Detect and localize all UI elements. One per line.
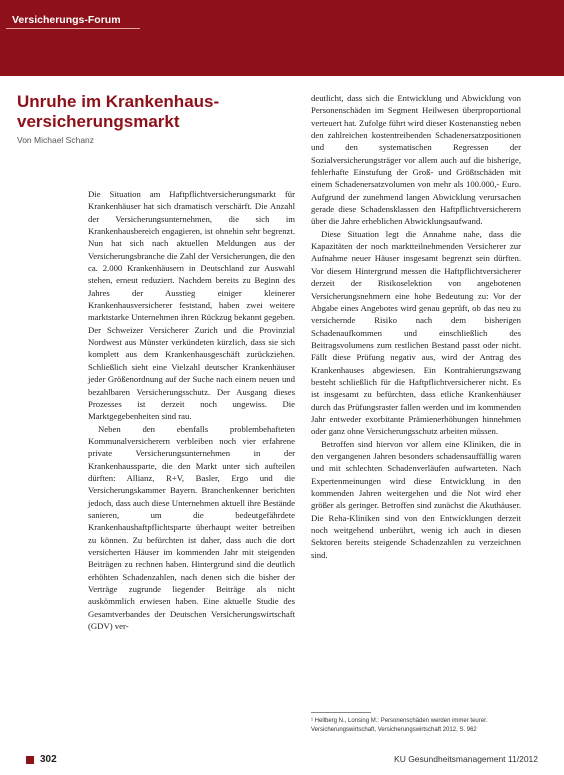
journal-info: KU Gesundheitsmanagement 11/2012	[394, 754, 538, 764]
body-paragraph: Die Situation am Haftpflichtversicherungsmarkt für Krankenhäuser hat sich dramatisch verschärft. Die Anzahl der Versicherungsunternehmen, die sich im Krankenhausbereich engagieren, ist ohnehin sehr begrenzt. Nun hat sich nach aktuellen Meldungen aus der Versicherungsbranche die Zahl der Versicherungen, die den ca. 2.000 Krankenhäusern in Deutschland zur Auswahl stehen, erneut reduziert. Nachdem bereits zu Beginn des Jahres der Ausstieg einiger kleinerer Krankenhausversicherer feststand, haben zwei weitere marktstarke Unternehmen ihren Rückzug bekannt gegeben. Der Schweizer Versicherer Zurich und die Provinzial Nordwest aus Münster verkündeten kürzlich, dass sie sich komplett aus dem Krankenhausgeschäft zurückziehen. Schließlich sieht eine Vielzahl deutscher Krankenhäuser jeder Größenordnung auf der Suche nach einem neuen und bezahlbaren Versicherungsschutz. Der Ausgang dieses Prozesses ist derzeit noch ungewiss. Die Marktgegebenheiten sind rau.	[88, 189, 295, 422]
body-paragraph: Betroffen sind hiervon vor allem eine Kliniken, die in den vergangenen Jahren besonders schadensauffällig waren und mit schlechten Schadenverläufen aufwarteten. Nach Expertenmeinungen wird diese Entwicklung in den kommenden Jahren weitergehen und die Not wird eher größer als geringer. Betroffen sind zunächst die Akuthäuser. Die Reha-Kliniken sind von den Entwicklungen derzeit noch weitgehend unberührt, wenig ich auch in diesen Sektoren bereits steigende Schadenzahlen zu verzeichnen sind.	[311, 438, 521, 560]
body-paragraph: deutlicht, dass sich die Entwicklung und Abwicklung von Personenschäden im Segment Heilwesen überproportional verteuert hat. Zufolge führt wird dieser Kostenanstieg neben den zahlreichen kostentreibenden Schadenersatzpositionen und den systematischen Regressen der Sozialversicherungsträger vor allem auch auf die bisherige, fehlerhafte Einstufung der Groß- und Größtschäden mit einem Schadenersatzvolumen von mehr als 100.000,- Euro. Aufgrund der zunehmend langen Abwicklung verursachen gerade diese Schadensklassen den Haftpflichtversicherern über die Jahre erheblichen Abwicklungsaufwand.	[311, 93, 521, 227]
article-column-right	[311, 92, 521, 672]
footnote: ¹ Hellberg N., Lonsing M.: Personenschäden werden immer teurer. Versicherungswirtschaft, Versicherungswirtschaft 2012, S. 962	[311, 718, 488, 733]
article-author: Von Michael Schanz	[17, 135, 95, 145]
article-title: Unruhe im Krankenhaus-versicherungsmarkt	[17, 92, 220, 131]
article-column-left	[88, 188, 295, 762]
page-marker	[26, 756, 34, 764]
page-number: 302	[40, 754, 57, 765]
body-paragraph: Neben den ebenfalls problembehafteten Kommunalversicherern verbleiben noch vier erfahrene private Versicherungsunternehmen in der Krankenhaussparte, die den Markt unter sich aufteilen dürften: Allianz, R+V, Basler, Ergo und die Versicherungskammer Bayern. Branchenkenner berichten jedoch, dass auch diese Unternehmen aktuell ihre Bestände sanieren, um die bedeutgefährdete Krankenhaushaftpflichtsparte überhaupt weiter betreiben zu können. Zu befürchten ist daher, dass auch die dort versicherten Häuser im kommenden Jahr mit steigenden Beiträgen zu rechnen haben. Hintergrund sind die deutlich erhöhten Schadenzahlen, nach denen sich die bisher der Verträge zugrunde liegender Beiträge als nicht auskömmlich erwiesen haben. Eine aktuelle Studie des Gesamtverbandes der Deutschen Versicherungswirtschaft (GDV) ver-	[88, 423, 295, 632]
header-divider	[6, 28, 140, 29]
section-label: Versicherungs-Forum	[12, 14, 121, 26]
footnote-divider	[311, 712, 371, 713]
section-header-bar	[0, 0, 564, 76]
body-paragraph: Diese Situation legt die Annahme nahe, dass die Kapazitäten der noch marktteilnehmenden Versicherer zur Aufnahme neuer Häuser insgesamt begrenzt sein dürften. Vor diesem Hintergrund messen die Haftpflichtversicherer derzeit der Risikoselektion von angebotenen Versicherungsnehmern eine hohe Bedeutung zu: Vor der Abgabe eines Angebotes wird genau geprüft, ob das neu zu versichernde Risiko nach dem bisherigen Schadenaufkommen und einschließlich des Beitragsvolumens zum restlichen Bestand passt oder nicht. Fällt diese Prüfung negativ aus, wird der Antrag des Krankenhauses abgewiesen. Ein Kontrahierungszwang besteht schließlich für die Haftpflichtversicherer nicht. Es ist insgesamt zu befürchten, dass etliche Krankenhäuser durch das Prüfungsraster fallen werden und im kommenden Jahr entweder exorbitante Prämienerhöhungen hinnehmen oder ganz ohne Versicherungsschutz arbeiten müssen.	[311, 228, 521, 437]
